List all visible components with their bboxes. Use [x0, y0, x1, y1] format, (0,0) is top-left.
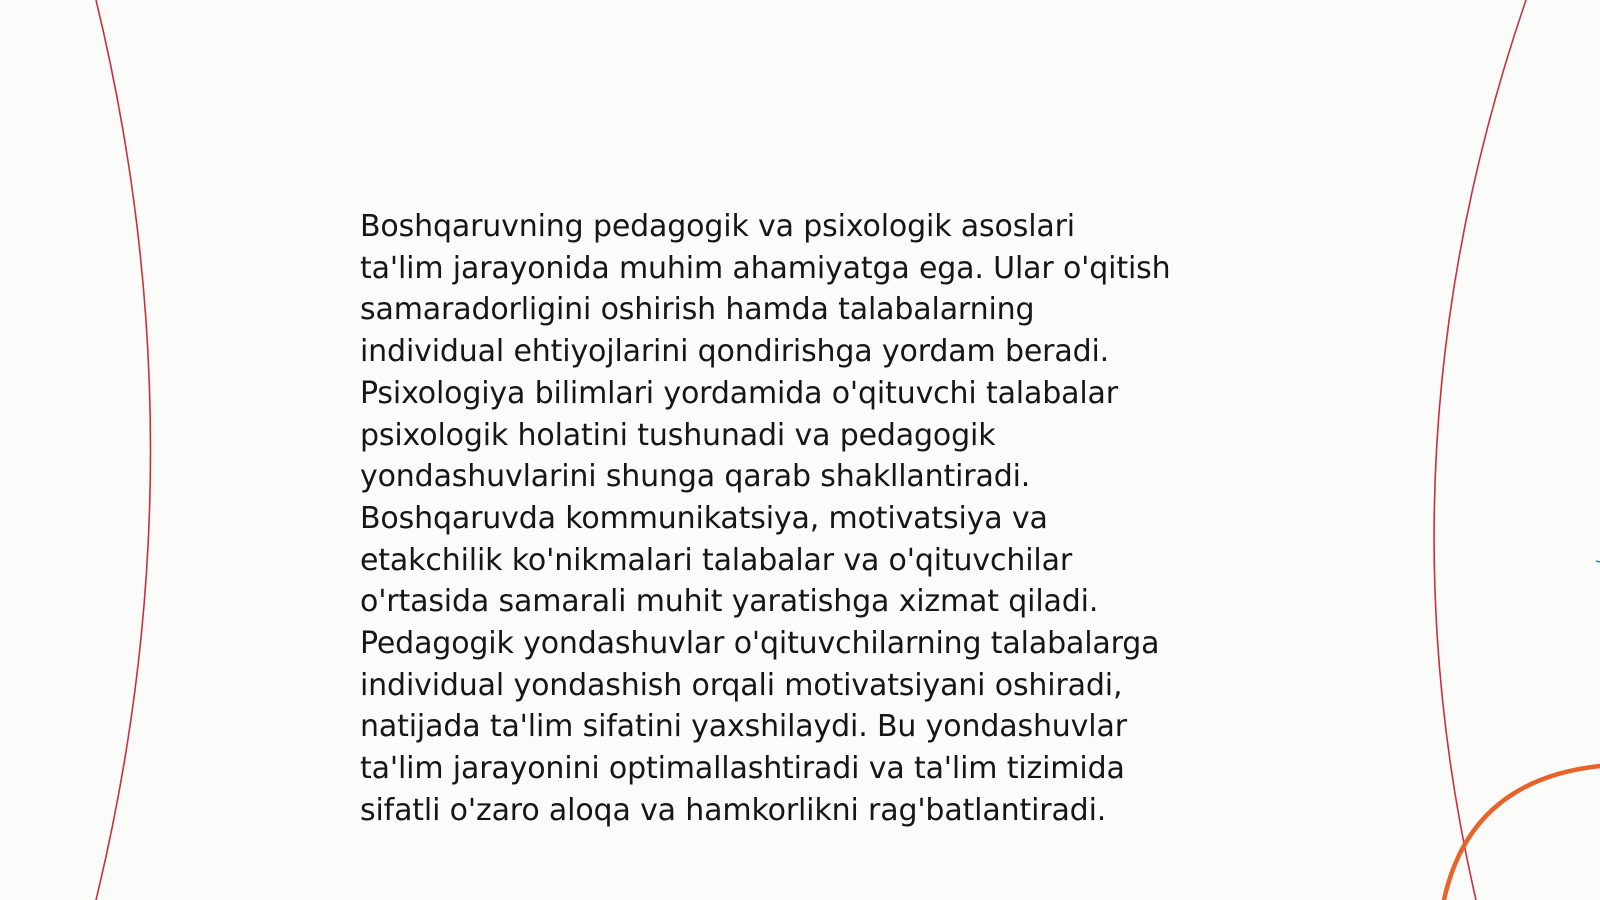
- body-line: etakchilik ko'nikmalari talabalar va o'qituvchilar: [360, 542, 1073, 578]
- body-line: o'rtasida samarali muhit yaratishga xizmat qiladi.: [360, 584, 1099, 620]
- body-line: Psixologiya bilimlari yordamida o'qituvchi talabalar: [360, 375, 1118, 411]
- edge-tick-mark: [1596, 561, 1600, 562]
- body-line: Boshqaruvning pedagogik va psixologik asoslari: [360, 209, 1075, 244]
- left-curve-line: [96, 0, 151, 900]
- body-line: sifatli o'zaro aloqa va hamkorlikni rag'batlantiradi.: [360, 792, 1107, 828]
- body-line: psixologik holatini tushunadi va pedagogik: [360, 417, 996, 453]
- body-line: individual yondashish orqali motivatsiyani oshiradi,: [360, 667, 1123, 703]
- body-paragraph: [360, 206, 1260, 832]
- body-line: Pedagogik yondashuvlar o'qituvchilarning talabalarga: [360, 626, 1160, 662]
- body-line: natijada ta'lim sifatini yaxshilaydi. Bu yondashuvlar: [360, 709, 1127, 745]
- right-curve-line: [1434, 0, 1526, 900]
- body-line: yondashuvlarini shunga qarab shakllantiradi.: [360, 459, 1031, 495]
- body-line: Boshqaruvda kommunikatsiya, motivatsiya va: [360, 500, 1048, 536]
- body-line: individual ehtiyojlarini qondirishga yordam beradi.: [360, 334, 1110, 370]
- orange-accent-arc: [1444, 766, 1600, 900]
- body-line: ta'lim jarayonini optimallashtiradi va ta'lim tizimida: [360, 751, 1125, 787]
- body-line: samaradorligini oshirish hamda talabalarning: [360, 292, 1035, 328]
- body-line: ta'lim jarayonida muhim ahamiyatga ega. Ular o'qitish: [360, 250, 1171, 286]
